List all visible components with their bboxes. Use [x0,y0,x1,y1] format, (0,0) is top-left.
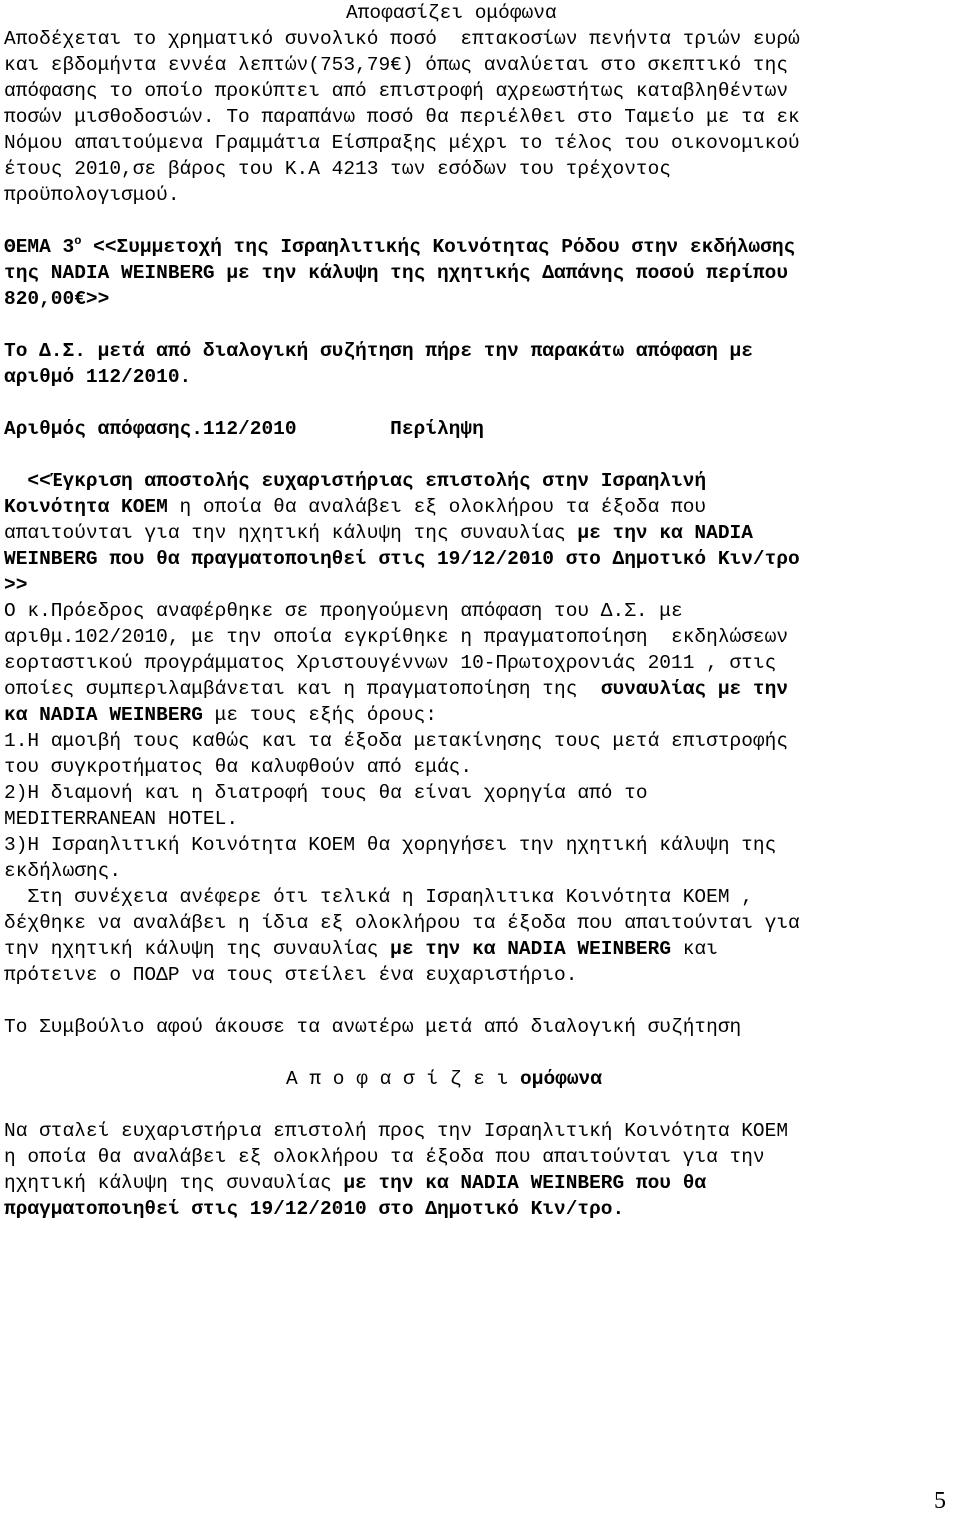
text-line [4,650,776,676]
text-line [4,338,753,364]
text-line [4,702,437,728]
text-line [4,52,788,78]
text-line [4,572,27,598]
text-line [4,754,472,780]
text-line [4,728,788,754]
text-line [4,260,788,286]
text-segment: ποσών μισθοδοσιών. Το παραπάνω ποσό θα περιέλθει στο Ταμείο με τα εκ [4,106,800,128]
text-segment: 2)Η διαμονή και η διατροφή τους θα είναι χορηγία από το [4,782,648,804]
text-segment: αριθμ.102/2010, με την οποία εγκρίθηκε η πραγματοποίηση εκδηλώσεων [4,626,789,648]
text-segment: Να σταλεί ευχαριστήρια επιστολή προς την Ισραηλιτική Κοινότητα ΚΟΕΜ [4,1120,789,1142]
text-segment: MEDITERRANEAN HOTEL. [4,808,239,830]
text-line [286,1066,602,1092]
text-line [4,364,191,390]
text-segment: απόφασης το οποίο προκύπτει από επιστροφή αχρεωστήτως καταβληθέντων [4,80,789,102]
text-segment: η οποία θα αναλάβει εξ ολοκλήρου τα έξοδα που [167,496,707,518]
text-line [4,1014,741,1040]
text-line [4,78,788,104]
text-segment: κα NADIA WEINBERG [4,704,203,726]
text-line [4,26,800,52]
text-segment: την ηχητική κάλυψη της συναυλίας [4,938,391,960]
text-segment: δέχθηκε να αναλάβει η ίδια εξ ολοκλήρου τα έξοδα που απαιτούνται για [4,912,800,934]
text-line [4,156,671,182]
text-segment: 3)Η Ισραηλιτική Κοινότητα ΚΟΕΜ θα χορηγήσει την ηχητική κάλυψη της [4,834,777,856]
text-segment: και [671,938,718,960]
text-line [4,910,800,936]
text-segment: αριθμό 112/2010. [4,366,192,388]
text-segment: <<Συμμετοχή της Ισραηλιτικής Κοινότητας Ρόδου στην εκδήλωσης [81,236,796,258]
text-segment: ηχητική κάλυψη της συναυλίας [4,1172,344,1194]
text-line [4,182,180,208]
text-line [4,624,788,650]
text-segment: πρότεινε ο ΠΟΔΡ να τους στείλει ένα ευχαριστήριο. [4,964,578,986]
text-line [4,1144,765,1170]
text-segment: Νόμου απαιτούμενα Γραμμάτια Είσπραξης μέχρι το τέλος του οικονομικού [4,132,800,154]
text-segment: απαιτούνται για την ηχητική κάλυψη της συναυλίας [4,522,578,544]
text-segment: με την κα NADIA [577,522,753,544]
text-line [4,520,753,546]
text-line [4,468,706,494]
text-segment: με την κα NADIA WEINBERG που θα [343,1172,707,1194]
text-segment: οποίες συμπεριλαμβάνεται και η πραγματοποίηση της [4,678,601,700]
text-segment: εκδήλωσης. [4,860,122,882]
text-segment: Α π ο φ α σ ί ζ ε ι [286,1068,521,1090]
page-number: 5 [934,1488,946,1514]
text-segment: προϋπολογισμού. [4,184,180,206]
text-segment: WEINBERG που θα πραγματοποιηθεί στις 19/12/2010 στο Δημοτικό Κιν/τρο [4,548,800,570]
text-line [4,234,795,260]
text-segment: Ο κ.Πρόεδρος αναφέρθηκε σε προηγούμενη απόφαση του Δ.Σ. με [4,600,683,622]
text-line [4,130,800,156]
text-segment: 820,00€>> [4,288,110,310]
text-segment: Αποδέχεται το χρηματικό συνολικό ποσό επτακοσίων πενήντα τριών ευρώ [4,28,800,50]
text-segment: Κοινότητα ΚΟΕΜ [4,496,168,518]
text-line [4,104,800,130]
text-line [4,936,718,962]
text-line [4,806,238,832]
text-segment: η οποία θα αναλάβει εξ ολοκλήρου τα έξοδα που απαιτούνται για την [4,1146,765,1168]
text-segment: Το Συμβούλιο αφού άκουσε τα ανωτέρω μετά από διαλογική συζήτηση [4,1016,742,1038]
text-line [4,598,683,624]
text-line [346,0,557,26]
text-line [4,494,706,520]
text-line [4,780,648,806]
text-segment: ομόφωνα [520,1068,602,1090]
text-segment: >> [4,574,28,596]
text-segment: ΘΕΜΑ 3 [4,236,75,258]
text-line [4,1196,624,1222]
text-segment: 1.Η αμοιβή τους καθώς και τα έξοδα μετακίνησης τους μετά επιστροφής [4,730,789,752]
text-segment: Αριθμός απόφασης.112/2010 Περίληψη [4,418,484,440]
text-line [4,1170,706,1196]
text-segment: Στη συνέχεια ανέφερε ότι τελικά η Ισραηλιτικα Κοινότητα ΚΟΕΜ , [4,886,753,908]
text-segment: <<Έγκριση αποστολής ευχαριστήριας επιστολής στην Ισραηλινή [4,470,707,492]
text-line [4,546,800,572]
text-line [4,286,109,312]
text-line [4,416,484,442]
text-segment: της NADIA WEINBERG με την κάλυψη της ηχητικής Δαπάνης ποσού περίπου [4,262,789,284]
text-line [4,858,121,884]
text-segment: Αποφασίζει ομόφωνα [346,2,557,24]
text-line [4,962,577,988]
text-segment: πραγματοποιηθεί στις 19/12/2010 στο Δημοτικό Κιν/τρο. [4,1198,625,1220]
superscript-text: ο [74,234,82,248]
text-segment: και εβδομήντα εννέα λεπτών(753,79€) όπως αναλύεται στο σκεπτικό της [4,54,789,76]
text-line [4,676,788,702]
text-line [4,884,753,910]
text-segment: Το Δ.Σ. μετά από διαλογική συζήτηση πήρε την παρακάτω απόφαση με [4,340,753,362]
text-segment: έτους 2010,σε βάρος του Κ.Α 4213 των εσόδων του τρέχοντος [4,158,672,180]
text-segment: συναυλίας με την [600,678,789,700]
text-line [4,1118,788,1144]
text-segment: με τους εξής όρους: [202,704,437,726]
text-segment: με την κα NADIA WEINBERG [390,938,672,960]
text-segment: του συγκροτήματος θα καλυφθούν από εμάς. [4,756,473,778]
text-line [4,832,776,858]
text-segment: εορταστικού προγράμματος Χριστουγέννων 10-Πρωτοχρονιάς 2011 , στις [4,652,777,674]
